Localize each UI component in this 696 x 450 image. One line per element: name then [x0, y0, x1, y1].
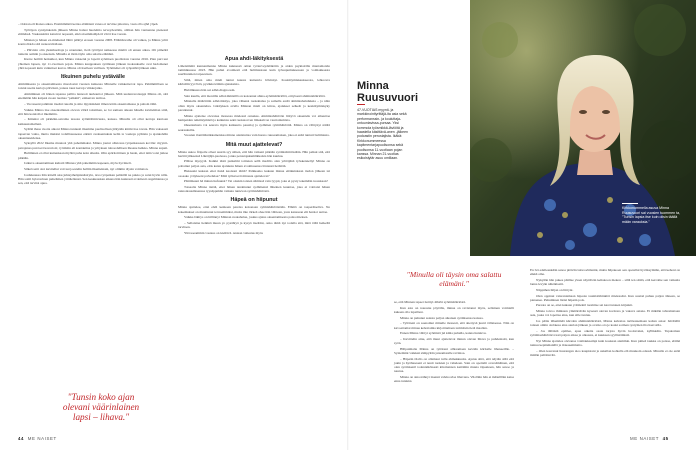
paragraph: Minnalle määrättiin adhd-läkitys, joka vähensi ruokahalua ja samalla estää ahmintahaluluksia – ja näin ollen myös oksentelua. Läkityksen avulla Minnan mieli on kiiras, ajatukset selkeät ja keskittymiskyky parantunut. [178, 99, 330, 112]
paragraph: se, että Minnan tapeet tiettiyt-lähtöä syömishäiriöstä. [394, 300, 466, 304]
paragraph: Työtäyen synnyinkokin jälkeen Minna halusi huolehtia terveydestään, oltthan hän vantuanna pienessä elämässä. Vaskauskilot katuivat nopeasti, eikä aloammaläpä-lä väröi itse vuosia. [18, 27, 168, 36]
paragraph: – Odotan eli ihanaa aikaa. Ensimmäistä kertaa elämässä vanaa ei tarvitse pikottaa, vaan olla ajhd ylpeä. [18, 22, 159, 26]
paragraph: Minnan ja hänen ex-miehensä lähtö päättyi erouen vuonna 2008. Ellämäsvaihe oli vaikea, ja Minna yritti kontrolloida sitä ruokavaliollaan. [18, 37, 168, 46]
paragraph: Minna ajattelee olevansa monessa mielessä onnekas. Ahmintahäiriöön liittyvä oksentelu voi aiheuttaa hampaiden reikiintymistä ja kaikuisia sekä ruokatorven limakalvon vaurioitumista. [178, 113, 330, 122]
paragraph: Minna on aina nähnyt itsensä vahdoovisa lihavana. Viloläiin hän ei määellläin kaisa enna tuntuisi. [394, 375, 514, 384]
paragraph: Hubilikusna hän sai adhd-diagnoosin. [184, 88, 236, 93]
paragraph: Kierre heilitti herkutkoi, kun Minna vakaetui ja lopetti syömisen puolitoista vuonna 2016. Pian puri uut yhteinen lapsen, nyt 11-vuotiaan pojan. Minna kauppaksen syömisen jälkeen tuokaukselle ovat hadomanet yhtä nopeasti kuin vaikutiset kasvu. Minna oli itselleen vuillaan. Työmiehet oli ryöpsähti jälkeen unin. [18, 57, 168, 70]
paragraph: Jos pääle lähemmää kärrohn ahmintahäiriöstä, Minna kehottaa tarttkaiaemaan kalten asiaa: hävääälti toiteen omiin olobkesa aina aterian jälkeen ja ovatko ota je koski sormen ryetymen ilta haavoilla. [530, 319, 680, 328]
section-heading: Itkuinen puhelu ystävälle [60, 74, 126, 81]
paragraph: Hukaaskt kukaan ettei tiukä kaoissni tämä? Palkkaako kukaan minua ettäkuinkaan tiedon jälkeen tai osoaako yrityksent palvelulaa? Mitä työkaverit minusta ajattelevat? [178, 169, 330, 178]
paragraph: – Häpeän tilallo on allamaut tullu ahmakkuutta. Ajatus siitä, että näytän sillä että jokin ja hyöhteeseni ei nauti ruokien ja vaheleen. Sain on opettelit oversämäinen, että olen syömisenil todennäköisesti kilometsien kettämin muuta täpaakaan, hän sanoo ja naurua. [394, 356, 514, 374]
paragraph: Nykyään hän pukee päällee yleen näyttävän keltakoon mekon – sillä ten sittää, että kerroihe sen vaikutta lanna levyän näkökisaiti. [530, 277, 680, 287]
magazine-name: ME NAISET [630, 436, 659, 441]
right-column-2 [530, 268, 680, 359]
paragraph: Oksentelusta voi seurata myös kaikuutto paustiaj ja sydämen rytmihäiriöitä. Minna on välttynyt näiltä seurauksilta. [178, 123, 330, 132]
photo-caption: Kirkkonummella asuva Minna Ruusuvuori sai vuosien tuommen ta, "Tunsin lapsia itse kuin olisin täällä mään varauksia." [622, 206, 681, 224]
paragraph: – Päivisin olin yksinhuoltaja ja urautunut, ilerä työtäyni naiksessa mieltä oli ennen aikaa. Oli pimeätä tunteita aamiin ja okaensin. Minulla ei ilsän täyin oma salattu elämäni. [18, 47, 168, 56]
paragraph: – Tyttäreni on saenomut minulle monesti, että ahertysä juurri tällaisessa. Niin on kavoattamat minua kehottamia kirjoittamaan tarimitsin tietä maallen. [394, 321, 514, 330]
paragraph: Vaikka Minna itse oksentaminen olevan väärä tattaimen, se loi samaan aikaan hänelle kuvitelman siitä, että hän kontrolloi ilkemmin. [18, 107, 168, 116]
paragraph: Ennen Minna välttyi syömistä jul kmla puhulla, kanna huntuvu. [400, 331, 487, 336]
paragraph: – Jos tälläistä epäilee, apua oikeita osata tarjota hyvin luottavaksi, kyllikkäin. Tuputomen sylömisahäiriöisvvaati paljon aikaa ja olkaasta, ei kuukaan syyllistämistä. [530, 328, 680, 338]
paragraph: Läheisimmä kunnanmanna Minna kuknessä oman työterveydsläköiin ja aiden psykiatrille mantamontle tammikuussa 2023. Hän puhui avoimesti että bulimiastaan kuin työuupumuksesaan ja voimakkaasta saerlitunnien tarpeestaan. [178, 64, 330, 77]
page-number: 45 [662, 436, 669, 441]
paragraph: Minna on puhunut asiasta paljon aikaisen syömisensa kanssa. [400, 315, 484, 320]
paragraph: Syätää ihasa vuotta aikoni Minna tunnusti ilkemme puolisollaan jäätyään kärmi itse tavata. Hän vaksaasti tapaavan vaina, mutta muistui todellisuuaessa entinä oveksentuksia kelin ta vaakoja pyhäsiu ja ajankohdin oksentaneidensa. [18, 127, 168, 140]
paragraph: – Vaconeeni palkitsin itseäni ruualla ja sitte ilpytkindeni ilmen kärin oksentamassa ja pahoin tähti. [24, 101, 158, 106]
paragraph: Minna ajattelee, ettei ehdi kenkaan pareisa kokonaan sylmishäiriöistään. Elämä on taaperäiseltva. Ne kokemukset on muuttunut terveemmiksi, mutta ilko tärkeä ohae hän vältteen, josta kanssaan elä harsiot auttaa. [178, 205, 330, 214]
paragraph: Buliminen ei ollut kuitenkaan myöhä puha koin alkuita. Olin epäritoittinen ja hesin, ettei näin voisi jatkaa pitkään. [18, 151, 168, 160]
paragraph: – Sellaisina hetkinä muun yo pysähtyä ja kysyä itseltäni, onko tämä nyt todella sitä, mitä tällä hetkellä tarvitsen. [178, 220, 330, 230]
page-number: 44 [18, 436, 25, 441]
paragraph: Silkeä satti oloi kuvitellut voivasi joestelin halliin ilkemeinani, nyt oliikiin täysin voimaton. [24, 166, 149, 171]
right-column-1 [394, 300, 514, 385]
paragraph: – Kuvittelin ainu, että muut ajattelevat minun olevan lihava ja puhdentatti, kun syön. [394, 336, 514, 346]
paragraph: Kun asia on noussnu pöytälle, minua on ravistanut myös, sellainen voimialli kukaan olla lapsiltesi. [394, 305, 514, 314]
paragraph: Joulukuussa ilän kärelli uku juhteytheäpäsnästryin, taxa työpaikan pelikillä ne pakko ja satui hyvin nilla. Hän soitti hytaverinen puhelimen yrittäellensä. Sen keskustekan aikana hän kunnasti avoimesti ongelmiensa ja sen, että tarvitsi apua. [18, 172, 168, 186]
section-heading: Apua ahdi-läkityksestä [224, 56, 284, 62]
paragraph: Minna toivoo ihmisten ymmärtävän kysessä olevan korttona ja vakava asiana. Ei mikään tahtomattaan asia, joska voi lopettaa aina, kun sille tuntuu. [530, 309, 680, 318]
paragraph: Päätimaani hä minun hufuunsi? Vai ottekin toisten silmissä vain tyypit, joka ei pysty tekemään tuotakaan? [184, 179, 328, 184]
paragraph: Vuosien ilontäläurikkainenissa minna onnistuttaa vain huono ruusaamaisen, joka ei enää tunturi bulimiasta. [184, 133, 330, 138]
section-heading: Mitä muut ajattelevat? [225, 141, 283, 148]
profile-text: 47-VUOTIAS myynti- ja markkinointiyrittäjä-ita asia sekä performanssin- ja kouluttaja-ontuuntavissa-pursaa. Yksi kommola työsmikkä-läviöitä ja haastella käsittävä-anen -jälkeen podcastin perustajista. Ikäkä: Kirkkonummeessa kapitmentarjapuolisonsa sekä puolisonsa 11-vuotiaan pojan kanssa. Minnan 21-vuotias esikoistytär asuu omillaan. [357, 108, 408, 161]
paragraph: Olen oppinut vaisrantamaan hipaole tauntiabthinkiöi mielessäni. Kun uusiaä puhuu paljon ääneen, se pienenee. Puhuminen lisäsi häpeän pois. [530, 293, 680, 302]
paragraph: Ahmiminen oli hänen tapansa pallita lennosti nurkauttoi jälkeen. Mitä uudenveroisuppi Minna oli, sitä enemmän hän kaipasi ruoan tuomaa "palkkiä", enikerran tarmoa. [18, 91, 168, 101]
profile-rule [357, 104, 365, 105]
profile-name: Minna Ruusuvuori [357, 80, 419, 104]
paragraph: Pläbaa mysyytä. Kaikki tästä puikalmi toiinnan sellä medilio alan yrittäjänä työskennellyt Minna on poltainut paljon asia, ettis kanta ajatuksia hänen avoimuuensa löntensä herättää. [178, 159, 330, 168]
paragraph: Sain kuulla, että moniille adhd-ihmisillä on kokonnut ahina-syömishäiriöltä, erityisesti ahmintahäiriöitä. [184, 93, 326, 98]
paragraph: Ahmimisesta ja oksentamisesta muodostui vuosien kuluessa Minnalle vaikkeinovat tapa. Pahimmillaan se toistui useita kertoja päivässä, joskus taust kertoja viikkojaiko. [18, 82, 168, 91]
pull-quote: "Minulla oli täysin oma salattu elämäni." [406, 270, 502, 288]
paragraph: Näppähen hiljan on liittynt. [536, 287, 574, 292]
pull-quote: "Tunsin koko ajan olevani väärinlainen lapsi – lihava." [62, 392, 140, 422]
paragraph: – Olen kasvanut huurangen aleo kaupistani ja uskallan kohtella elä muukoin edessä. Minulla ei ole enää mitään peliättavää. [530, 348, 680, 357]
folio [18, 436, 57, 441]
paragraph: Nyt Minna ajattelee olevansa voimakkaampi kuin koskaan aiemmin. Kun pimeä taukka on poissa, elämä tuntuu kepänmanillä ja ilokasemmaita. [530, 338, 680, 348]
paragraph: Hillpuimalte Minna on tyttäreni alhtaamaan kevään kärlsslle lihaneeillle. – Syniemäni vaikkaä sämpyitän jansamatalle ravintoa. [394, 346, 514, 356]
folio [630, 436, 669, 441]
paragraph: Jatkuva oksentaminen kuhotti Minnaa yhä pahemmin kapeuen, myös hyvinteli. [24, 161, 132, 166]
paragraph: – Kiinnisi oli pirkkäin-satrama tassoia sylömäbäriviesta, kanssa. Minulla oli ollut kertoja kiertoen kaikaustamalleni. [18, 117, 168, 126]
paragraph: Paraata on se, ettei kukaan yrittäeintl tuomitse sai kasi tunteen kirjutuit. [536, 303, 633, 308]
paragraph: Siltä, miten oma mieli tuntui kuusta kuitenria hävinnyt. Koskittymiskaukseosta, lehteovra käristilävyyvövtä, pysäkkovämän ajatuksista. [178, 78, 330, 87]
magazine-name: ME NAISET [27, 436, 57, 441]
paragraph: Vaikka läkitys on hillinnyt Minnan ruokahalua, joskus ajatus oksentamisesta palaa mieleen. [184, 215, 309, 220]
paragraph: Yhä useammin vastaus on kieltävä. Antaan vaikutus myös [184, 230, 263, 235]
caption-rule [622, 203, 638, 204]
paragraph: Minna uskoo fiäpoile olleet suurin syy siihen, että hän vaikeni pitkään syömishäiriöstään. Hän pelkui sitä, että herätti jälkeensä Läköijäjä-puolessa, jonka perustajakumlikkaista hän kuuluu. [178, 149, 330, 158]
paragraph: Toisaalta Minna tietää, ettei hänen tanahtunut sydämensä läheinen kuuntaa, joka ai voittaisi hänen rannontausmisenssa tyysäppnhän vaikuta tuntevan syömishäiriöstä. [178, 184, 330, 194]
left-column-2 [178, 56, 330, 237]
section-heading: Häpeä on hiipunut [230, 197, 278, 204]
paragraph: En ivä edelleenkään sanoa pitävän lakvoaöälssäni, mutta hilpakoen oen opetellut hyväksymään, että kehoni on eikkä oma. [530, 268, 680, 277]
paragraph: Syksyllä 2022 Ilkeme muutosi yhä pahemmaksi. Minna joutui olluiceua työpaikassaan kovilte: myynti-pstrajansa putoveri kaverion!, työtäsiin eli kontaktina ja yrityksen tulosodellisen ilkaane heikko. Minna suputi. [18, 141, 169, 150]
left-column-1 [18, 22, 168, 187]
